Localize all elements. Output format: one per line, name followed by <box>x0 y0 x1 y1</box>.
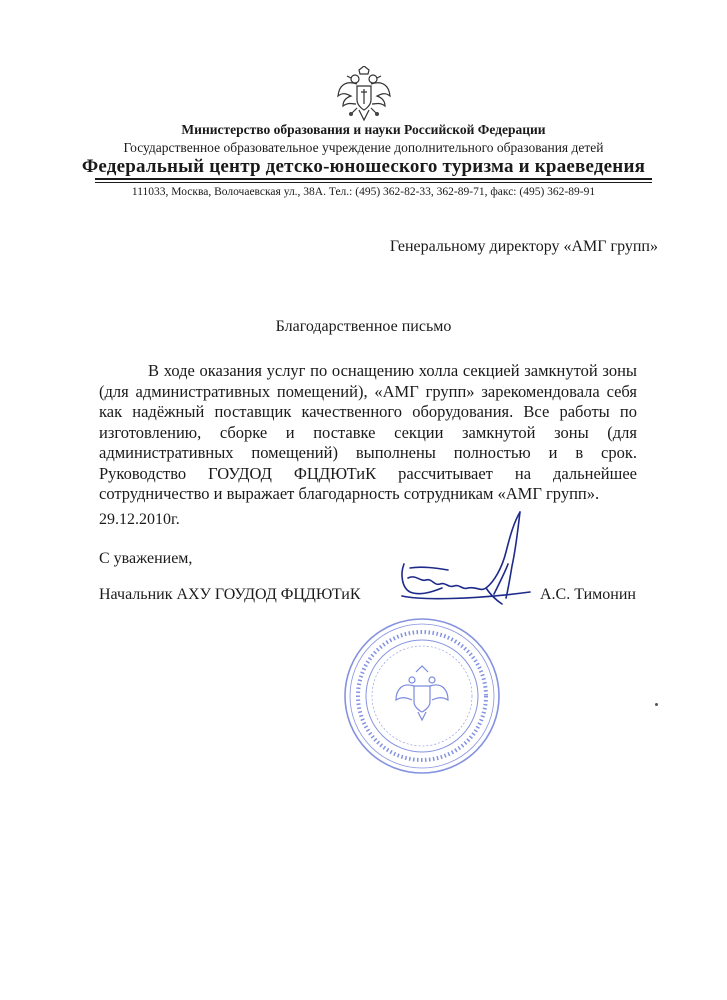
official-round-stamp <box>342 616 502 776</box>
addressee: Генеральному директору «АМГ групп» <box>389 238 658 255</box>
contact-address: 111033, Москва, Волочаевская ул., 38А. Тел.: (495) 362-82-33, 362-89-71, факс: (495) 362-89-91 <box>131 186 596 198</box>
ministry-name: Министерство образования и науки Российской Федерации <box>181 122 546 137</box>
header-rule-thin <box>95 182 652 183</box>
double-headed-eagle-emblem-icon <box>335 66 393 124</box>
signatory-position: Начальник АХУ ГОУДОД ФЦДЮТиК <box>99 586 361 603</box>
handwritten-signature <box>390 508 540 620</box>
center-name: Федеральный центр детско-юношеского туризма и краеведения <box>81 156 646 177</box>
speck <box>655 703 658 706</box>
letter-date: 29.12.2010г. <box>99 511 180 528</box>
header-rule-thick <box>95 178 652 180</box>
institution-type: Государственное образовательное учреждение дополнительного образования детей <box>123 140 604 155</box>
closing-phrase: С уважением, <box>99 550 193 567</box>
signatory-name: А.С. Тимонин <box>540 586 636 603</box>
letter-title: Благодарственное письмо <box>275 318 452 335</box>
letter-body: В ходе оказания услуг по оснащению холла секцией замкнутой зоны (для административных помещений), «АМГ групп» зарекомендовала себя как надёжный поставщик качественного оборудования. Все работы по изготовлению, сборке и поставке секции замкнутой зоны (для административных помещений) выполнены полностью и в срок. Руководство ГОУДОД ФЦДЮТиК рассчитывает на дальнейшее сотрудничество и выражает благодарность сотрудникам «АМГ групп». <box>99 361 637 503</box>
